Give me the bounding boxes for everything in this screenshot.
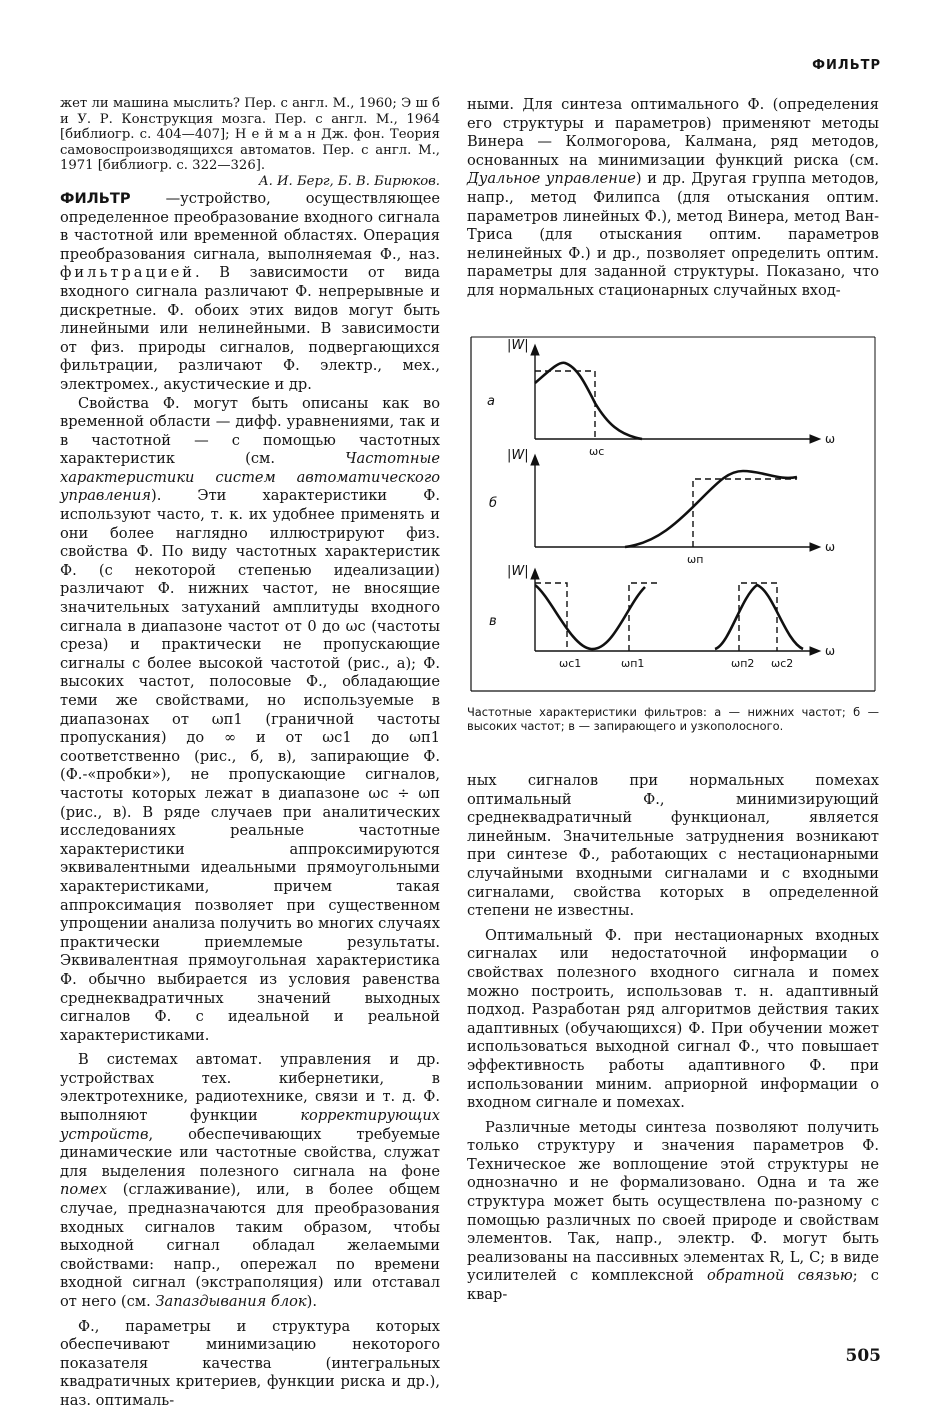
text-run: ; с квар- [467,1267,879,1304]
spaced-term: фильтрацией [60,264,195,282]
text-run: ). [306,1293,317,1310]
left-column [60,96,440,1411]
text-run: . В зависимости от вида входного сигнала различают Ф. непрерывные и дискретные. Ф. обоих этих видов могут быть линейными или нелинейными. В зависимости от физ. природы сигналов, подвергающихся фильтрации, различают Ф. электр., мех., электромех., акустические и др. [60,264,440,393]
panel-a-y-label: |W| [507,338,529,353]
paragraph-3 [60,1051,440,1311]
panel-v-tick-p2: ωп2 [731,657,755,670]
panel-b-y-label: |W| [507,448,529,463]
panel-v-ideal-notch-left [535,583,567,651]
panel-v-ideal-notch-right [629,583,657,651]
text-run: ными. Для синтеза оптимального Ф. (определения его структуры и параметров) применяют методы Винера — Колмогорова, Калмана, ряд методов, основанных на минимизации функций риска (см. [467,96,879,169]
figure-caption: Частотные характеристики фильтров: а — нижних частот; б — высоких частот; в — запирающего и узкополосного. [467,705,879,733]
frequency-characteristics-figure [467,335,879,695]
panel-a-label: а [487,394,495,409]
panel-a-y-arrow [531,345,539,355]
text-run: , обеспечивающих требуемые динамические или частотные свойства, служат для выделения полезного сигнала на фоне [60,1125,440,1180]
panel-b-x-arrow [810,543,820,551]
panel-v-x-label: ω [825,644,836,658]
paragraph-4: Ф., параметры и структура которых обеспечивают минимизацию некоторого показателя качества (интегральных квадратичных критериев, функции риска и др.), наз. оптималь- [60,1317,440,1409]
figure-svg [467,335,879,695]
panel-v-tick-c2: ωс2 [771,657,794,670]
panel-b-ideal-curve [693,479,797,547]
running-head: ФИЛЬТР [812,58,881,73]
panel-v-label: в [489,614,497,629]
bibliography: жет ли машина мыслить? Пер. с англ. М., 1960; Э ш б и У. Р. Конструкция мозга. Пер. с англ. М., 1964 [библиогр. с. 404—407]; Н е й м а н Дж. фон. Теория самовоспроизводящихся автоматов. Пер. с англ. М., 1971 [библиогр. с. 322—326]. [60,96,440,174]
author-signature: А. И. Берг, Б. В. Бирюков. [258,173,440,189]
text-run: ). Эти характеристики Ф. используют часто, т. к. их удобнее применять и они более наглядно иллюстрируют физ. свойства Ф. По виду частотных характеристик Ф. (с некоторой степенью идеализации) различают Ф. нижних частот, не вносящие значительных затуханий амплитуды входного сигнала в диапазоне частот от 0 до ωс (частоты среза) и практически не пропускающие сигналы с более высокой частотой (рис., а); Ф. высоких частот, полосовые Ф., обладающие теми же свойствами, но используемые в диапазонах от ωп1 (граничной частоты пропускания) до ∞ и от ωс1 до ωп1 соответственно (рис., б, в), запирающие Ф. (Ф.-«пробки»), не пропускающие сигналов, частоты которых лежат в диапазоне ωс ÷ ωп (рис., в). В ряде случаев при аналитических исследованиях реальные частотные характеристики аппроксимируются эквивалентными идеальными прямоугольными характеристиками, причем такая аппроксимация позволяет при существенном упрощении анализа получить во многих случаях практически приемлемые результаты. Эквивалентная прямоугольная характеристика Ф. обычно выбирается из условия равенства среднеквадратичных значений выходных сигналов Ф. с идеальной и реальной характеристиками. [60,487,440,1044]
panel-v-bandpass-curve [715,585,803,649]
paragraph-continued-2: ных сигналов при нормальных помехах оптимальный Ф., минимизирующий среднеквадратичный функционал, является линейным. Значительные затруднения возникают при синтезе Ф., работающих с нестационарными случайными входными сигналами и с входными сигналами, свойства которых в определенной степени не известны. [467,772,879,920]
panel-b-x-label: ω [825,540,836,554]
panel-b-label: б [489,496,498,511]
panel-a-x-label: ω [825,432,836,446]
panel-v-ideal-bandpass [739,583,777,651]
panel-v-x-arrow [810,647,820,655]
cross-reference-link[interactable]: корректирующих устройств [60,1107,440,1143]
panel-b-tick-p: ωп [687,553,704,566]
panel-v-tick-c1: ωс1 [559,657,582,670]
panel-a-ideal-curve [535,371,595,439]
panel-a-x-arrow [810,435,820,443]
paragraph-continued [467,96,879,301]
entry-term: ФИЛЬТР [60,189,131,207]
panel-v-y-label: |W| [507,564,529,579]
cross-reference-link[interactable]: помех [60,1181,108,1199]
paragraph-2 [60,395,440,1046]
cross-reference-link[interactable]: Дуальное управление [467,170,636,188]
text-run: Различные методы синтеза позволяют получить только структуру и значения параметров Ф. Техническое же воплощение этой структуры не однозначно и не формализовано. Одна и та же структура может быть осуществлена по-разному с помощью различных по своей природе и свойствам элементов. Так, напр., электр. Ф. могут быть реализованы на пассивных элементах R, L, C; в виде усилителей с комплексной [467,1118,879,1285]
panel-b-real-curve [625,471,797,547]
panel-a-tick-c: ωс [589,445,605,458]
paragraph-synthesis [467,1119,879,1305]
cross-reference-link[interactable]: Частотные характеристики систем автоматического управления [60,450,440,505]
text-run: (сглаживание), или, в более общем случае, предназначаются для преобразования входных сигналов таким образом, чтобы выходной сигнал обладал желаемыми свойствами: напр., опережал по времени входной сигнал (экстраполяция) или отставал от него (см. [60,1181,440,1310]
right-column-top [467,96,879,301]
text-run: ) и др. Другая группа методов, напр., метод Филипса (для отыскания оптим. параметров линейных Ф.), метод Винера, метод Ван-Триса (для отыскания оптим. параметров нелинейных Ф.) и др., позволяет определить оптим. параметры для заданной структуры. Показано, что для нормальных стационарных случайных вход- [467,170,880,299]
panel-a-real-curve [535,363,642,439]
page-number: 505 [845,1346,881,1366]
paragraph-adaptive: Оптимальный Ф. при нестационарных входных сигналах или недостаточной информации о свойствах полезного входного сигнала и помех можно построить, использовав т. н. адаптивный подход. Разработан ряд алгоритмов действия таких адаптивных (обучающихся) Ф. При обучении может использоваться выходной сигнал Ф., что повышает эффективность работы адаптивного Ф. при использовании миним. априорной информации о входном сигнале и помехах. [467,926,879,1112]
panel-b-y-arrow [531,455,539,465]
panel-v-y-arrow [531,569,539,579]
text-run: В системах автомат. управления и др. устройствах тех. кибернетики, в электротехнике, радиотехнике, связи и т. д. Ф. выполняют функции [60,1051,440,1125]
panel-v-tick-p1: ωп1 [621,657,645,670]
cross-reference-link[interactable]: обратной связью [707,1267,853,1285]
entry-paragraph-1 [60,190,440,395]
text-run: —устройство, осуществляющее определенное преобразование входного сигнала в частотной или временной областях. Операция преобразования сигнала, выполняемая Ф., наз. [60,189,440,263]
text-run: Свойства Ф. могут быть описаны как во временной области — дифф. уравнениями, так и в частотной — с помощью частотных характеристик (см. [60,394,440,468]
cross-reference-link[interactable]: Запаздывания блок [155,1293,307,1310]
right-column-bottom [467,772,879,1305]
